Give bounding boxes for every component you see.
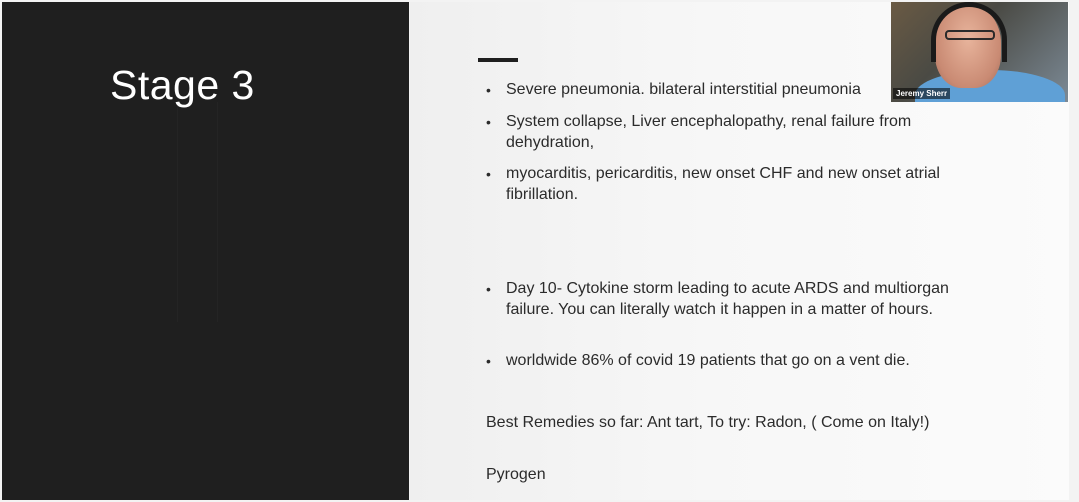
bullet-item	[486, 164, 956, 205]
bullet-text: myocarditis, pericarditis, new onset CHF and new onset atrial fibrillation.	[506, 165, 940, 203]
pyrogen-text: Pyrogen	[486, 466, 546, 483]
background-texture	[217, 102, 218, 322]
bullet-dot: •	[486, 82, 491, 98]
bullet-dot: •	[486, 353, 491, 369]
bullet-item	[486, 351, 956, 372]
bullet-dot: •	[486, 166, 491, 182]
participant-name-label: Jeremy Sherr	[893, 88, 950, 99]
slide-title: Stage 3	[110, 62, 255, 108]
participant-video-tile[interactable]	[891, 2, 1068, 102]
glasses-icon	[945, 30, 995, 40]
bullet-text: worldwide 86% of covid 19 patients that go on a vent die.	[506, 352, 910, 369]
title-accent-bar	[478, 58, 518, 62]
bullet-item	[486, 279, 956, 320]
bullet-text: Day 10- Cytokine storm leading to acute ARDS and multiorgan failure. You can literally watch it happen in a matter of hours.	[506, 280, 949, 318]
bullet-text: Severe pneumonia. bilateral interstitial pneumonia	[506, 81, 861, 98]
bullet-dot: •	[486, 114, 491, 130]
remedies-text: Best Remedies so far: Ant tart, To try: Radon, ( Come on Italy!)	[486, 414, 930, 431]
background-texture	[177, 102, 178, 322]
bullet-item	[486, 80, 956, 101]
bullet-dot: •	[486, 281, 491, 297]
bullet-text: System collapse, Liver encephalopathy, renal failure from dehydration,	[506, 113, 912, 151]
bullet-item	[486, 112, 956, 153]
